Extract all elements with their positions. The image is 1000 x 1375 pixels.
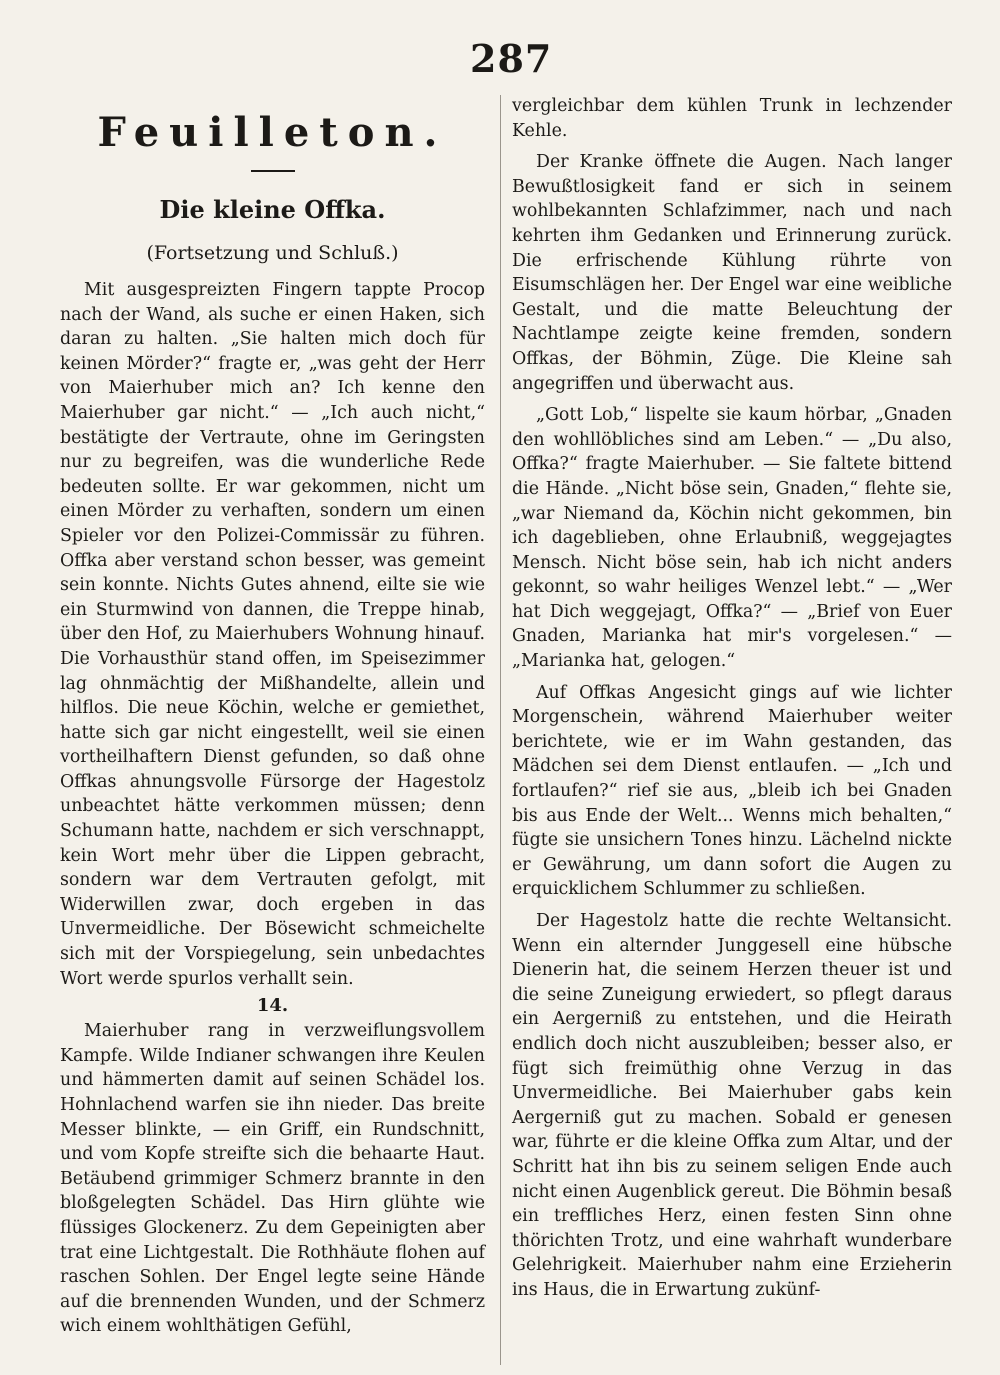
paragraph: vergleichbar dem kühlen Trunk in lechzender Kehle.: [512, 96, 952, 141]
title-rule: [251, 170, 295, 172]
right-column: [512, 94, 952, 1303]
section-title: Feuilleton.: [97, 109, 448, 156]
paragraph: Auf Offkas Angesicht gings auf wie lichter Morgenschein, während Maierhuber weiter berichtete, wie er im Wahn gestanden, das Mädchen sei dem Dienst entlaufen. — „Ich und fortlaufen?“ rief sie aus, „bleib ich bei Gnaden bis aus Ende der Welt... Wenns mich behalten,“ fügte sie unsichern Tones hinzu. Lächelnd nickte er Gewährung, um dann sofort die Augen zu erquicklichem Schlummer zu schließen.: [512, 682, 952, 900]
story-subtitle: (Fortsetzung und Schluß.): [146, 242, 399, 264]
paragraph: „Gott Lob,“ lispelte sie kaum hörbar, „Gnaden den wohllöbliches sind am Leben.“ — „Du also, Offka?“ fragte Maierhuber. — Sie faltete bittend die Hände. „Nicht böse sein, Gnaden,“ flehte sie, „war Niemand da, Köchin nicht gekommen, bin ich dageblieben, ohne Erlaubniß, weggejagtes Mensch. Nicht böse sein, hab ich nicht anders gekonnt, so wahr heiliges Wenzel lebt.“ — „Wer hat Dich weggejagt, Offka?“ — „Brief von Euer Gnaden, Marianka hat mir's vorgelesen.“ — „Marianka hat, gelogen.“: [512, 405, 952, 672]
story-title: Die kleine Offka.: [159, 195, 386, 224]
paragraph: Der Hagestolz hatte die rechte Weltansicht. Wenn ein alternder Junggesell eine hübsche Dienerin hat, die seinem Herzen theuer ist und die seine Zuneigung erwiedert, so pflegt daraus ein Aergerniß zu entstehen, und die Heirath endlich doch nicht auszubleiben; besser also, er fügt sich freimüthig ohne Verzug in das Unvermeidliche. Bei Maierhuber gabs kein Aergerniß gut zu machen. Sobald er genesen war, führte er die kleine Offka zum Altar, und der Schritt hat ihn bis zu seinem seligen Ende auch nicht einen Augenblick gereut. Die Böhmin besaß ein treffliches Herz, einen festen Sinn ohne thörichten Trotz, und eine wahrhaft wunderbare Gelehrigkeit. Maierhuber nahm eine Erzieherin ins Haus, die in Erwartung zukünf-: [512, 911, 952, 1300]
page-number: 287: [470, 36, 553, 81]
left-column: [60, 110, 485, 1339]
paragraph: Der Kranke öffnete die Augen. Nach langer Bewußtlosigkeit fand er sich in seinem wohlbekannten Schlafzimmer, nach und nach kehrten ihm Gedanken und Erinnerung zurück. Die erfrischende Kühlung rührte von Eisumschlägen her. Der Engel war eine weibliche Gestalt, und die matte Beleuchtung der Nachtlampe zeigte keine fremden, sondern Offkas, der Böhmin, Züge. Die Kleine sah angegriffen und überwacht aus.: [512, 152, 952, 394]
column-divider: [500, 95, 501, 1365]
paragraph: Maierhuber rang in verzweiflungsvollem Kampfe. Wilde Indianer schwangen ihre Keulen und hämmerten damit auf seinen Schädel los. Hohnlachend warfen sie ihn nieder. Das breite Messer blinkte, — ein Griff, ein Rundschnitt, und vom Kopfe streifte sich die behaarte Haut. Betäubend grimmiger Schmerz brannte in den bloßgelegten Schädel. Das Hirn glühte wie flüssiges Glockenerz. Zu dem Gepeinigten aber trat eine Lichtgestalt. Die Rothhäute flohen auf raschen Sohlen. Der Engel legte seine Hände auf die brennenden Wunden, und der Schmerz wich einem wohlthätigen Gefühl,: [60, 1021, 485, 1337]
chapter-number: 14.: [256, 995, 289, 1017]
paragraph: Mit ausgespreizten Fingern tappte Procop nach der Wand, als suche er einen Haken, sich daran zu halten. „Sie halten mich doch für keinen Mörder?“ fragte er, „was geht der Herr von Maierhuber mich an? Ich kenne den Maierhuber gar nicht.“ — „Ich auch nicht,“ bestätigte der Vertraute, ohne im Geringsten nur zu begreifen, was die wunderliche Rede bedeuten sollte. Er war gekommen, nicht um einen Mörder zu verhaften, sondern um einen Spieler vor den Polizei-Commissär zu führen. Offka aber verstand schon besser, was gemeint sein konnte. Nichts Gutes ahnend, eilte sie wie ein Sturmwind von dannen, die Treppe hinab, über den Hof, zu Maierhubers Wohnung hinauf. Die Vorhausthür stand offen, im Speisezimmer lag ohnmächtig der Mißhandelte, allein und hilflos. Die neue Köchin, welche er gemiethet, hatte sich gar nicht eingestellt, weil sie einen vortheilhaftern Dienst gefunden, so daß ohne Offkas ahnungsvolle Fürsorge der Hagestolz unbeachtet hätte verkommen müssen; denn Schumann hatte, nachdem er sich verschnappt, kein Wort mehr über die Lippen gebracht, sondern war dem Vertrauten gefolgt, mit Widerwillen zwar, doch ergeben in das Unvermeidliche. Der Bösewicht schmeichelte sich mit der Vorspiegelung, sein unbedachtes Wort werde spurlos verhallt sein.: [60, 280, 485, 989]
